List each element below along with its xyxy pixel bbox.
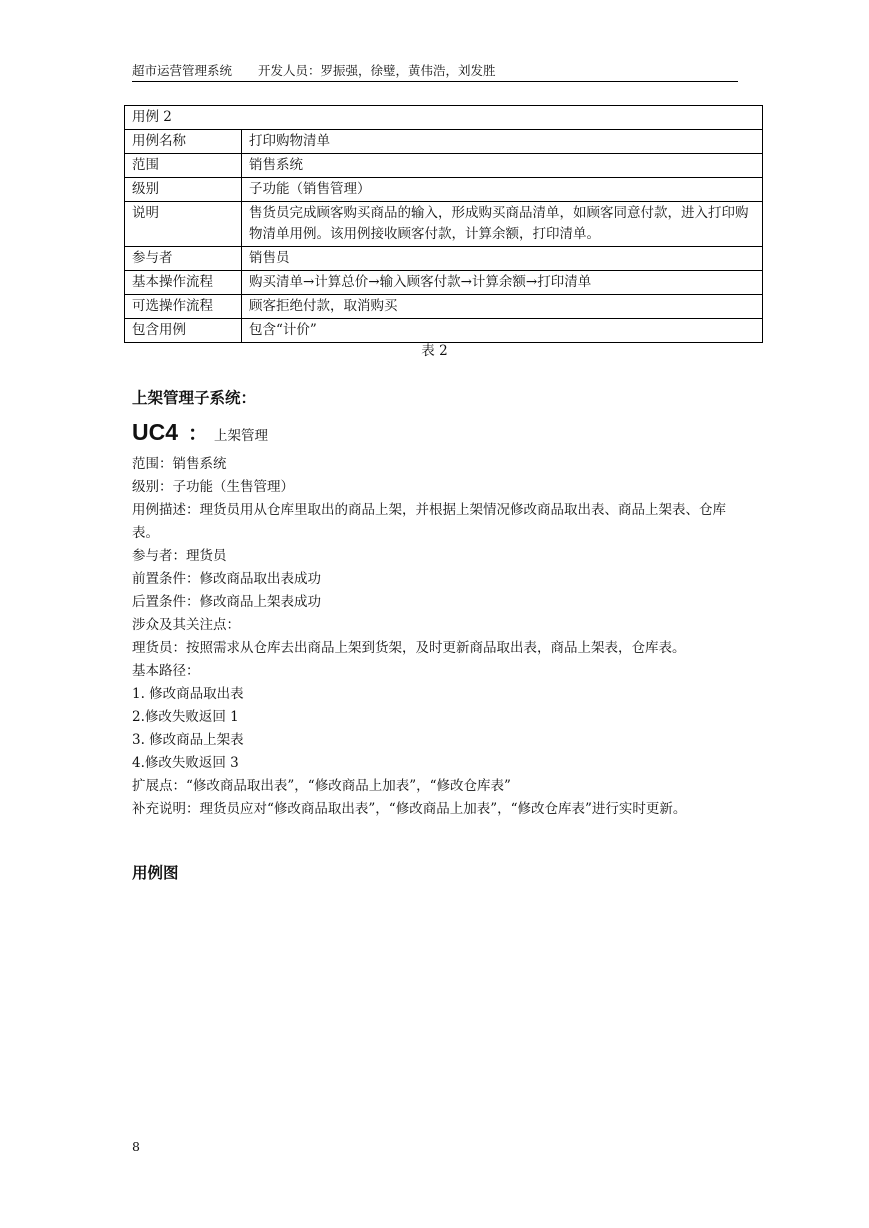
body-line: 用例描述：理货员用从仓库里取出的商品上架，并根据上架情况修改商品取出表、商品上架表、仓库表。 (132, 502, 726, 541)
use-case-body (132, 453, 742, 821)
body-line: 级别：子功能（生售管理） (132, 479, 294, 495)
header-system-name: 超市运营管理系统 (132, 63, 233, 78)
use-case-code: UC4 (132, 419, 179, 445)
page-number: 8 (132, 1139, 140, 1154)
row-value: 销售员 (242, 247, 763, 271)
row-key: 用例名称 (125, 130, 242, 154)
table-row (125, 202, 763, 247)
body-line: 理货员：按照需求从仓库去出商品上架到货架，及时更新商品取出表，商品上架表，仓库表。 (132, 640, 686, 656)
body-line: 基本路径： (132, 663, 200, 679)
table-row (125, 130, 763, 154)
row-value: 售货员完成顾客购买商品的输入，形成购买商品清单，如顾客同意付款，进入打印购物清单用例。该用例接收顾客付款，计算余额，打印清单。 (242, 202, 763, 247)
row-value: 包含“计价” (242, 319, 763, 343)
row-key: 级别 (125, 178, 242, 202)
section-heading: 上架管理子系统： (132, 389, 257, 407)
row-key: 范围 (125, 154, 242, 178)
body-line: 1. 修改商品取出表 (132, 686, 244, 702)
use-case-title (132, 417, 268, 451)
row-key: 可选操作流程 (125, 295, 242, 319)
table-row (125, 247, 763, 271)
row-value: 购买清单→计算总价→输入顾客付款→计算余额→打印清单 (242, 271, 763, 295)
row-value: 子功能（销售管理） (242, 178, 763, 202)
table-row (125, 154, 763, 178)
body-line: 扩展点：“修改商品取出表”，“修改商品上加表”，“修改仓库表” (132, 778, 511, 794)
row-key: 包含用例 (125, 319, 242, 343)
body-line: 4.修改失败返回 3 (132, 755, 239, 771)
body-line: 2.修改失败返回 1 (132, 709, 239, 725)
use-case-colon: ： (188, 423, 209, 445)
table-row (125, 319, 763, 343)
body-line: 补充说明：理货员应对“修改商品取出表”，“修改商品上加表”，“修改仓库表”进行实时更新。 (132, 801, 687, 817)
table-caption: 表 2 (421, 343, 448, 359)
page-header (132, 62, 738, 82)
table-row (125, 178, 763, 202)
row-value: 顾客拒绝付款，取消购买 (242, 295, 763, 319)
row-key: 基本操作流程 (125, 271, 242, 295)
row-key: 参与者 (125, 247, 242, 271)
body-line: 范围：销售系统 (132, 456, 227, 472)
diagram-heading: 用例图 (132, 864, 179, 882)
body-line: 前置条件：修改商品取出表成功 (132, 571, 321, 587)
use-case-name: 上架管理 (214, 428, 269, 444)
use-case-table (124, 105, 763, 343)
row-key: 说明 (125, 202, 242, 247)
row-value: 打印购物清单 (242, 130, 763, 154)
table-title-row (125, 106, 763, 130)
header-developers: 开发人员：罗振强，徐璧，黄伟浩，刘发胜 (258, 63, 496, 78)
row-value: 销售系统 (242, 154, 763, 178)
table-row (125, 295, 763, 319)
body-line: 涉众及其关注点： (132, 617, 240, 633)
table-row (125, 271, 763, 295)
body-line: 3. 修改商品上架表 (132, 732, 244, 748)
body-line: 后置条件：修改商品上架表成功 (132, 594, 321, 610)
table-title: 用例 2 (125, 106, 763, 130)
body-line: 参与者：理货员 (132, 548, 227, 564)
